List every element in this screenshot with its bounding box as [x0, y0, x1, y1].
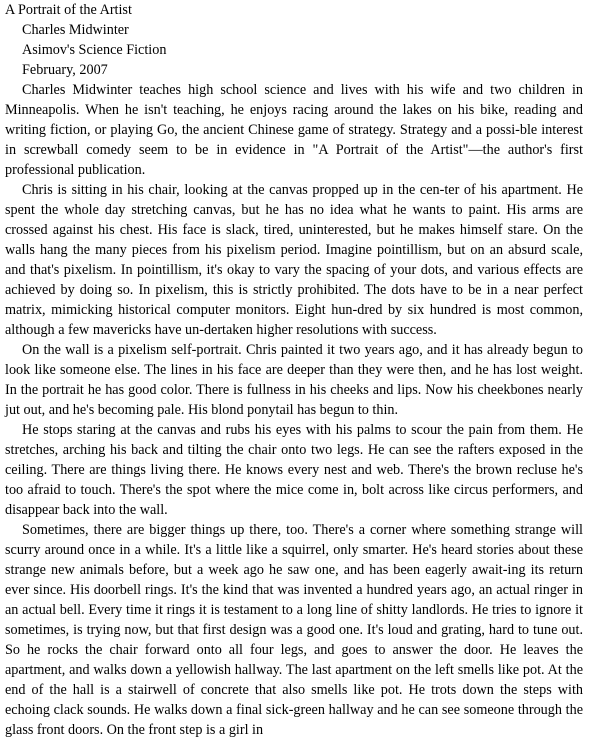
paragraph-2: On the wall is a pixelism self-portrait. Chris painted it two years ago, and it has already begun to look like someone else. The lines in his face are deeper than they were then, and he has lost weight. In the portrait he has good color. There is fullness in his cheeks and lips. Now his cheekbones nearly jut out, and he's becoming pale. His blond ponytail has begun to thin.: [5, 342, 583, 418]
document-title: A Portrait of the Artist: [5, 2, 132, 18]
paragraph-4: Sometimes, there are bigger things up there, too. There's a corner where something strange will scurry around once in a while. It's a little like a squirrel, only smarter. He's heard stories about these strange new animals before, but a week ago he saw one, and has been eagerly await-ing its return ever since. His doorbell rings. It's the kind that was invented a hundred years ago, an actual ringer in an actual bell. Every time it rings it is testament to a long line of shitty landlords. He tries to ignore it sometimes, is trying now, but that first design was a good one. It's loud and grating, hard to tune out. So he rocks the chair forward onto all four legs, and goes to answer the door. He leaves the apartment, and walks down a yellowish hallway. The last apartment on the left smells like pot. At the end of the hall is a stairwell of concrete that also smells like pot. He trots down the steps with echoing clack sounds. He walks down a final sick-green hallway and he can see someone through the glass front doors. On the front step is a girl in: [5, 522, 583, 738]
paragraph-3: He stops staring at the canvas and rubs his eyes with his palms to scour the pain from them. He stretches, arching his back and tilting the chair onto two legs. He can see the rafters exposed in the ceiling. There are things living there. He knows every nest and web. There's the brown recluse he's too afraid to touch. There's the spot where the mice come in, bolt across like circus performers, and disappear back into the wall.: [5, 422, 583, 518]
publication-line: Asimov's Science Fiction: [22, 42, 167, 58]
author-line: Charles Midwinter: [22, 22, 129, 38]
date-line: February, 2007: [22, 62, 108, 78]
document-page: [5, 0, 583, 740]
paragraph-1: Chris is sitting in his chair, looking at the canvas propped up in the cen-ter of his apartment. He spent the whole day stretching canvas, but he has no idea what he wants to paint. His arms are crossed against his chest. His face is slack, tired, uninterested, but he makes himself stare. On the walls hang the many pieces from his pixelism period. Imagine pointillism, but on an absurd scale, and that's pixelism. In pointillism, it's okay to vary the spacing of your dots, and various effects are achieved by doing so. In pixelism, this is strictly prohibited. The dots have to be in a near perfect matrix, mimicking historical computer monitors. Eight hun-dred by six hundred is most common, although a few mavericks have un-dertaken higher resolutions with success.: [5, 182, 583, 338]
paragraph-intro: Charles Midwinter teaches high school science and lives with his wife and two children in Minneapolis. When he isn't teaching, he enjoys racing around the lakes on his bike, reading and writing fiction, or playing Go, the ancient Chinese game of strategy. Strategy and a possi-ble interest in screwball comedy seem to be in evidence in "A Portrait of the Artist"—the author's first professional publication.: [5, 82, 583, 178]
